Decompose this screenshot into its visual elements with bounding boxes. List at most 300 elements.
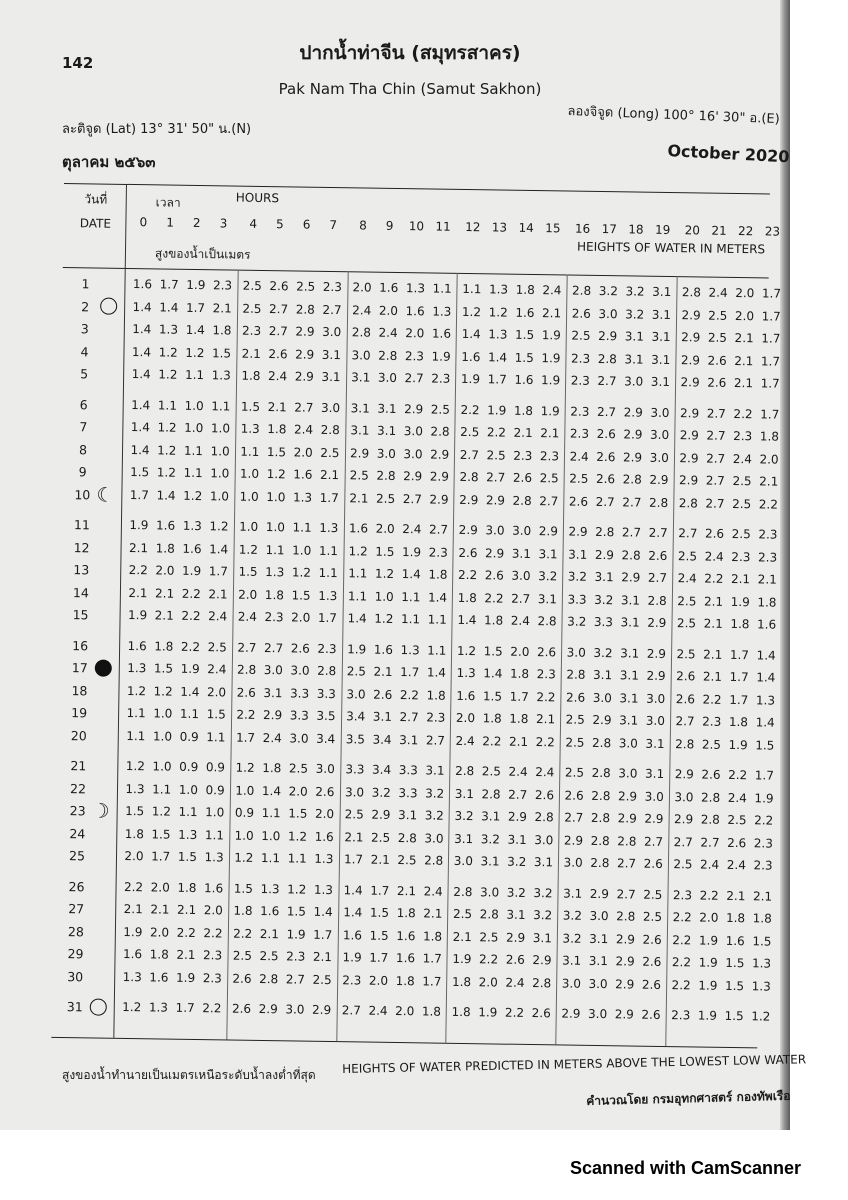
height-cell: 1.9	[123, 924, 143, 939]
height-cell: 2.7	[705, 473, 725, 488]
height-cell: 1.0	[184, 398, 204, 413]
height-cell: 3.1	[594, 569, 614, 585]
height-cell: 2.3	[426, 710, 446, 725]
height-cell: 2.9	[615, 954, 635, 969]
height-cell: 1.2	[287, 881, 307, 897]
height-cell: 1.1	[462, 281, 482, 297]
height-cell: 1.1	[401, 589, 421, 604]
height-cell: 1.9	[541, 350, 561, 365]
date-number: 4	[80, 343, 89, 359]
hour-number: 9	[385, 218, 394, 233]
height-cell: 2.5	[539, 471, 559, 486]
height-cell: 2.3	[539, 448, 560, 463]
height-cell: 2.8	[512, 493, 532, 508]
height-cell: 1.3	[319, 520, 339, 536]
height-cell: 2.9	[673, 812, 694, 827]
hour-number: 8	[359, 218, 367, 233]
height-cell: 1.7	[129, 487, 150, 502]
height-cell: 1.6	[342, 927, 363, 943]
height-cell: 1.9	[129, 518, 149, 533]
height-cell: 3.2	[625, 306, 645, 322]
height-cell: 2.6	[707, 353, 727, 368]
height-cell: 1.0	[152, 728, 173, 744]
height-cell: 2.5	[486, 447, 506, 463]
height-cell: 1.1	[206, 729, 226, 744]
height-cell: 2.4	[262, 730, 282, 745]
height-cell: 2.8	[453, 884, 473, 899]
height-cell: 2.1	[267, 399, 287, 414]
height-cell: 2.5	[732, 473, 752, 489]
height-cell: 2.8	[590, 810, 611, 826]
date-number: 31	[66, 999, 83, 1015]
hour-number: 17	[601, 221, 618, 237]
height-cell: 2.8	[424, 853, 444, 868]
height-cell: 1.3	[292, 489, 313, 505]
height-cell: 2.9	[649, 472, 669, 487]
height-cell: 2.5	[565, 735, 585, 750]
height-cell: 3.1	[533, 855, 554, 870]
height-cell: 1.3	[182, 518, 202, 534]
height-cell: 3.3	[593, 614, 614, 630]
height-cell: 3.1	[562, 953, 582, 968]
height-cell: 1.7	[760, 406, 780, 422]
height-cell: 3.5	[316, 708, 336, 724]
height-cell: 2.3	[672, 887, 693, 902]
height-cell: 1.8	[124, 826, 145, 841]
height-cell: 2.8	[621, 547, 641, 563]
height-cell: 2.5	[242, 301, 262, 316]
height-cell: 1.1	[126, 728, 146, 743]
height-cell: 2.7	[706, 451, 726, 466]
height-cell: 2.9	[646, 646, 667, 661]
height-cell: 2.7	[622, 494, 642, 510]
height-cell: 1.8	[457, 590, 477, 605]
height-cell: 1.9	[698, 933, 719, 948]
height-cell: 2.5	[643, 887, 663, 902]
height-cell: 2.3	[286, 949, 306, 964]
date-number: 3	[80, 321, 89, 337]
height-cell: 1.3	[751, 956, 772, 971]
height-cell: 2.1	[702, 669, 723, 684]
date-number: 13	[73, 562, 90, 578]
height-cell: 2.7	[428, 522, 449, 537]
height-cell: 2.1	[703, 594, 724, 609]
height-cell: 2.8	[236, 662, 257, 677]
footnote-english: HEIGHTS OF WATER PREDICTED IN METERS ABOVE THE LOWEST LOW WATER	[342, 1052, 807, 1076]
height-cell: 1.6	[461, 349, 481, 364]
height-cell: 2.2	[180, 639, 201, 654]
height-cell: 1.7	[343, 852, 364, 867]
height-cell: 1.4	[347, 611, 367, 626]
height-cell: 1.0	[210, 443, 230, 458]
height-cell: 2.3	[322, 279, 343, 295]
height-cell: 2.8	[295, 301, 315, 317]
height-cell: 1.6	[127, 638, 147, 653]
height-cell: 2.4	[732, 451, 753, 466]
height-cell: 1.8	[422, 928, 443, 944]
height-cell: 3.0	[344, 784, 365, 800]
height-cell: 1.0	[235, 783, 255, 798]
height-cell: 2.8	[455, 763, 475, 779]
height-cell: 1.4	[457, 612, 477, 628]
height-cell: 3.2	[567, 614, 587, 629]
height-cell: 1.4	[156, 487, 176, 503]
height-cell: 2.5	[452, 906, 473, 922]
height-cell: 2.4	[378, 325, 398, 340]
height-cell: 2.8	[532, 975, 552, 990]
height-cell: 3.1	[620, 592, 641, 608]
height-cell: 1.8	[509, 711, 529, 726]
height-cell: 1.2	[157, 420, 177, 435]
height-cell: 3.0	[403, 446, 423, 461]
height-cell: 2.8	[537, 614, 557, 629]
height-cell: 2.5	[320, 445, 340, 460]
height-cell: 1.6	[260, 903, 280, 919]
height-cell: 2.6	[232, 971, 252, 986]
date-number: 7	[79, 419, 88, 435]
height-cell: 1.6	[373, 642, 394, 657]
height-cell: 2.9	[485, 492, 506, 508]
height-cell: 2.3	[570, 351, 591, 366]
height-cell: 2.1	[176, 947, 196, 963]
height-cell: 1.9	[460, 371, 481, 387]
height-cell: 2.1	[535, 712, 556, 727]
height-cell: 1.2	[461, 304, 482, 319]
height-cell: 2.2	[202, 1001, 222, 1016]
height-cell: 2.5	[673, 857, 693, 872]
date-number: 18	[71, 682, 88, 698]
height-cell: 1.5	[177, 849, 198, 865]
height-cell: 1.0	[178, 782, 199, 797]
date-number: 28	[67, 923, 84, 939]
height-cell: 2.9	[429, 469, 450, 484]
height-cell: 2.9	[404, 401, 424, 416]
height-cell: 2.4	[542, 283, 562, 298]
height-cell: 3.2	[562, 908, 583, 923]
table-row	[52, 996, 771, 1026]
height-cell: 3.0	[346, 686, 366, 702]
height-cell: 3.0	[351, 347, 371, 363]
height-cell: 1.9	[401, 544, 422, 559]
height-cell: 1.7	[729, 669, 749, 685]
hour-number: 14	[518, 220, 534, 235]
height-cell: 2.4	[505, 975, 525, 990]
date-number: 24	[69, 825, 86, 841]
height-cell: 2.5	[569, 471, 589, 486]
height-cell: 1.2	[151, 804, 172, 819]
height-cell: 2.7	[269, 301, 289, 316]
month-thai: ตุลาคม ๒๕๖๓	[62, 153, 156, 171]
height-cell: 2.6	[701, 767, 721, 782]
height-cell: 1.2	[235, 760, 255, 775]
height-cell: 3.0	[453, 853, 474, 869]
height-cell: 2.7	[678, 526, 698, 541]
height-cell: 2.7	[597, 373, 617, 389]
height-cell: 1.3	[204, 850, 224, 865]
height-cell: 2.6	[641, 977, 662, 992]
longitude-label: ลองจิจูด (Long) 100° 16' 30" อ.(E)	[567, 103, 781, 128]
height-cell: 1.4	[131, 344, 152, 359]
height-cell: 1.2	[183, 488, 203, 503]
height-cell: 2.8	[647, 593, 667, 608]
height-cell: 1.1	[347, 588, 368, 604]
height-cell: 1.9	[698, 977, 718, 993]
height-cell: 1.6	[149, 969, 169, 985]
height-cell: 2.4	[699, 857, 720, 872]
height-cell: 2.9	[615, 931, 636, 947]
height-cell: 2.9	[538, 524, 559, 539]
height-cell: 3.0	[618, 735, 638, 751]
height-cell: 2.1	[154, 608, 174, 623]
height-cell: 1.9	[182, 563, 202, 579]
height-cell: 2.9	[680, 352, 701, 367]
height-cell: 1.9	[452, 951, 472, 967]
height-cell: 2.2	[181, 608, 201, 624]
height-cell: 2.1	[208, 586, 228, 601]
height-cell: 2.0	[478, 974, 498, 990]
height-cell: 1.2	[751, 1009, 771, 1024]
height-cell: 2.9	[617, 811, 637, 826]
height-cell: 1.5	[130, 465, 150, 480]
height-cell: 1.3	[318, 588, 338, 603]
height-cell: 1.3	[400, 642, 420, 657]
height-cell: 2.3	[203, 948, 223, 963]
height-cell: 3.1	[350, 423, 370, 438]
height-cell: 1.0	[239, 466, 260, 481]
date-number: 20	[70, 727, 87, 743]
height-cell: 1.2	[157, 442, 177, 458]
height-cell: 2.7	[539, 493, 559, 508]
height-cell: 1.8	[241, 368, 261, 383]
height-cell: 2.4	[402, 522, 422, 537]
height-cell: 1.7	[761, 286, 782, 301]
height-cell: 2.7	[675, 714, 695, 729]
height-cell: 2.6	[676, 669, 696, 684]
height-cell: 1.1	[318, 565, 338, 581]
height-cell: 3.1	[588, 953, 609, 969]
height-cell: 2.2	[702, 692, 722, 707]
height-cell: 2.4	[207, 662, 227, 677]
height-cell: 2.2	[233, 926, 253, 941]
height-cell: 1.8	[396, 906, 416, 921]
height-cell: 2.7	[648, 525, 668, 540]
height-cell: 2.9	[623, 404, 643, 420]
height-cell: 3.2	[594, 592, 614, 607]
height-cell: 2.3	[757, 549, 778, 565]
height-cell: 2.6	[648, 548, 668, 563]
height-cell: 2.4	[208, 609, 228, 624]
height-cell: 1.3	[148, 1000, 169, 1015]
new-moon-icon	[98, 296, 118, 316]
height-cell: 1.0	[266, 489, 286, 504]
height-cell: 2.7	[647, 570, 668, 585]
height-cell: 2.4	[708, 285, 728, 300]
height-cell: 2.3	[536, 667, 556, 682]
height-cell: 2.9	[647, 615, 667, 630]
hour-number: 1	[166, 215, 175, 230]
height-cell: 1.8	[728, 714, 749, 730]
height-cell: 3.1	[480, 854, 500, 869]
hour-number: 23	[764, 224, 781, 239]
date-number: 5	[80, 366, 89, 382]
height-cell: 1.3	[211, 368, 231, 383]
height-cell: 2.8	[591, 788, 611, 803]
height-cell: 2.0	[206, 684, 227, 699]
height-cell: 2.2	[399, 687, 420, 702]
height-cell: 2.8	[430, 424, 450, 439]
height-cell: 2.7	[616, 886, 636, 902]
height-cell: 1.8	[267, 422, 287, 437]
height-cell: 2.1	[452, 929, 472, 944]
height-cell: 2.1	[319, 467, 340, 483]
height-cell: 2.7	[285, 971, 306, 987]
height-cell: 2.2	[128, 563, 148, 578]
height-cell: 1.5	[125, 803, 145, 819]
height-cell: 2.6	[568, 494, 589, 509]
page-edge-shadow	[780, 0, 790, 1130]
height-cell: 2.0	[378, 303, 399, 318]
height-cell: 1.8	[154, 638, 174, 654]
height-cell: 2.2	[672, 932, 692, 947]
height-cell: 2.8	[459, 469, 479, 485]
height-cell: 1.2	[185, 345, 205, 360]
height-cell: 2.8	[590, 833, 610, 848]
height-cell: 2.9	[506, 930, 526, 945]
height-cell: 2.2	[176, 925, 196, 940]
height-cell: 2.1	[349, 490, 369, 506]
height-cell: 2.5	[344, 807, 364, 822]
height-cell: 1.2	[348, 543, 368, 559]
height-cell: 1.1	[184, 367, 205, 383]
height-cell: 1.9	[478, 1005, 498, 1020]
height-cell: 2.9	[262, 708, 283, 723]
height-cell: 2.2	[758, 496, 779, 512]
height-cell: 2.5	[397, 853, 417, 868]
height-cell: 2.3	[212, 278, 233, 293]
height-cell: 1.9	[127, 607, 148, 623]
height-cell: 1.6	[293, 467, 313, 482]
height-cell: 2.4	[726, 857, 746, 873]
height-cell: 3.1	[351, 370, 371, 385]
height-cell: 1.9	[540, 403, 560, 418]
height-cell: 1.3	[178, 827, 198, 842]
height-cell: 2.8	[566, 667, 586, 682]
height-cell: 2.4	[727, 790, 747, 805]
hour-number: 0	[139, 215, 148, 230]
height-cell: 2.2	[671, 955, 692, 970]
height-cell: 2.9	[312, 1002, 332, 1018]
height-cell: 2.6	[643, 856, 663, 871]
height-cell: 2.9	[295, 324, 315, 339]
height-cell: 1.0	[209, 488, 230, 503]
height-cell: 1.4	[313, 904, 333, 920]
height-cell: 2.6	[641, 1007, 661, 1022]
height-cell: 1.5	[724, 1008, 744, 1024]
height-cell: 1.4	[483, 666, 503, 681]
height-cell: 2.2	[486, 425, 507, 440]
height-cell: 2.6	[315, 784, 335, 799]
height-cell: 2.9	[430, 446, 450, 462]
date-number: 16	[72, 637, 89, 653]
height-cell: 2.2	[672, 910, 692, 925]
height-cell: 1.1	[157, 397, 178, 413]
height-cell: 3.0	[561, 975, 582, 991]
height-cell: 3.4	[346, 709, 366, 724]
height-cell: 1.3	[122, 969, 142, 984]
height-cell: 1.4	[756, 647, 776, 663]
height-cell: 2.5	[430, 401, 451, 417]
height-cell: 1.3	[313, 882, 334, 897]
height-cell: 2.8	[681, 285, 702, 300]
height-cell: 3.1	[321, 347, 342, 362]
height-cell: 1.4	[426, 665, 447, 680]
height-cell: 1.0	[153, 706, 173, 721]
height-cell: 1.4	[487, 349, 508, 365]
height-cell: 2.6	[595, 471, 616, 487]
height-cell: 1.1	[204, 827, 225, 842]
height-cell: 1.3	[260, 881, 280, 896]
height-cell: 2.2	[504, 1005, 525, 1020]
height-cell: 2.9	[563, 832, 584, 848]
height-cell: 1.2	[291, 565, 312, 580]
height-cell: 1.0	[292, 542, 312, 558]
height-cell: 2.6	[484, 568, 504, 583]
height-cell: 2.5	[642, 909, 663, 924]
height-cell: 1.8	[233, 903, 253, 918]
height-cell: 1.8	[757, 594, 777, 610]
height-cell: 2.5	[479, 929, 499, 945]
height-cell: 1.6	[122, 946, 143, 962]
date-number: 10	[74, 486, 91, 502]
height-cell: 2.1	[513, 425, 533, 440]
height-cell: 3.1	[651, 307, 672, 322]
date-number: 2	[81, 298, 90, 314]
height-cell: 1.6	[348, 521, 369, 536]
height-cell: 1.2	[238, 542, 259, 557]
height-cell: 1.6	[155, 518, 176, 533]
height-cell: 3.1	[454, 786, 475, 801]
height-cell: 1.2	[158, 344, 178, 360]
height-cell: 3.0	[598, 306, 618, 321]
height-cell: 1.4	[209, 541, 229, 556]
height-cell: 1.6	[395, 951, 416, 966]
height-cell: 2.0	[291, 610, 311, 625]
height-cell: 1.9	[286, 926, 306, 942]
height-cell: 2.2	[457, 567, 478, 583]
credit-line: คำนวณโดย กรมอุทกศาสตร์ กองทัพเรือ	[586, 1088, 791, 1108]
height-cell: 2.0	[395, 1004, 415, 1019]
height-cell: 2.6	[534, 787, 555, 802]
height-cell: 1.5	[514, 327, 535, 342]
height-cell: 1.8	[451, 974, 472, 989]
height-cell: 3.1	[624, 351, 644, 367]
height-cell: 3.0	[376, 446, 396, 461]
height-cell: 1.9	[540, 373, 561, 388]
height-cell: 3.0	[563, 855, 583, 870]
height-cell: 1.7	[761, 308, 781, 324]
height-cell: 2.6	[571, 306, 591, 321]
date-number: 6	[79, 396, 88, 412]
height-cell: 2.5	[564, 765, 585, 780]
height-cell: 1.2	[374, 611, 394, 626]
height-cell: 1.4	[461, 326, 481, 342]
height-cell: 2.3	[404, 348, 425, 363]
height-cell: 1.8	[264, 587, 285, 602]
height-cell: 2.9	[507, 809, 528, 824]
height-cell: 3.2	[507, 854, 527, 869]
height-cell: 2.7	[425, 732, 446, 748]
hour-number: 19	[654, 222, 671, 237]
